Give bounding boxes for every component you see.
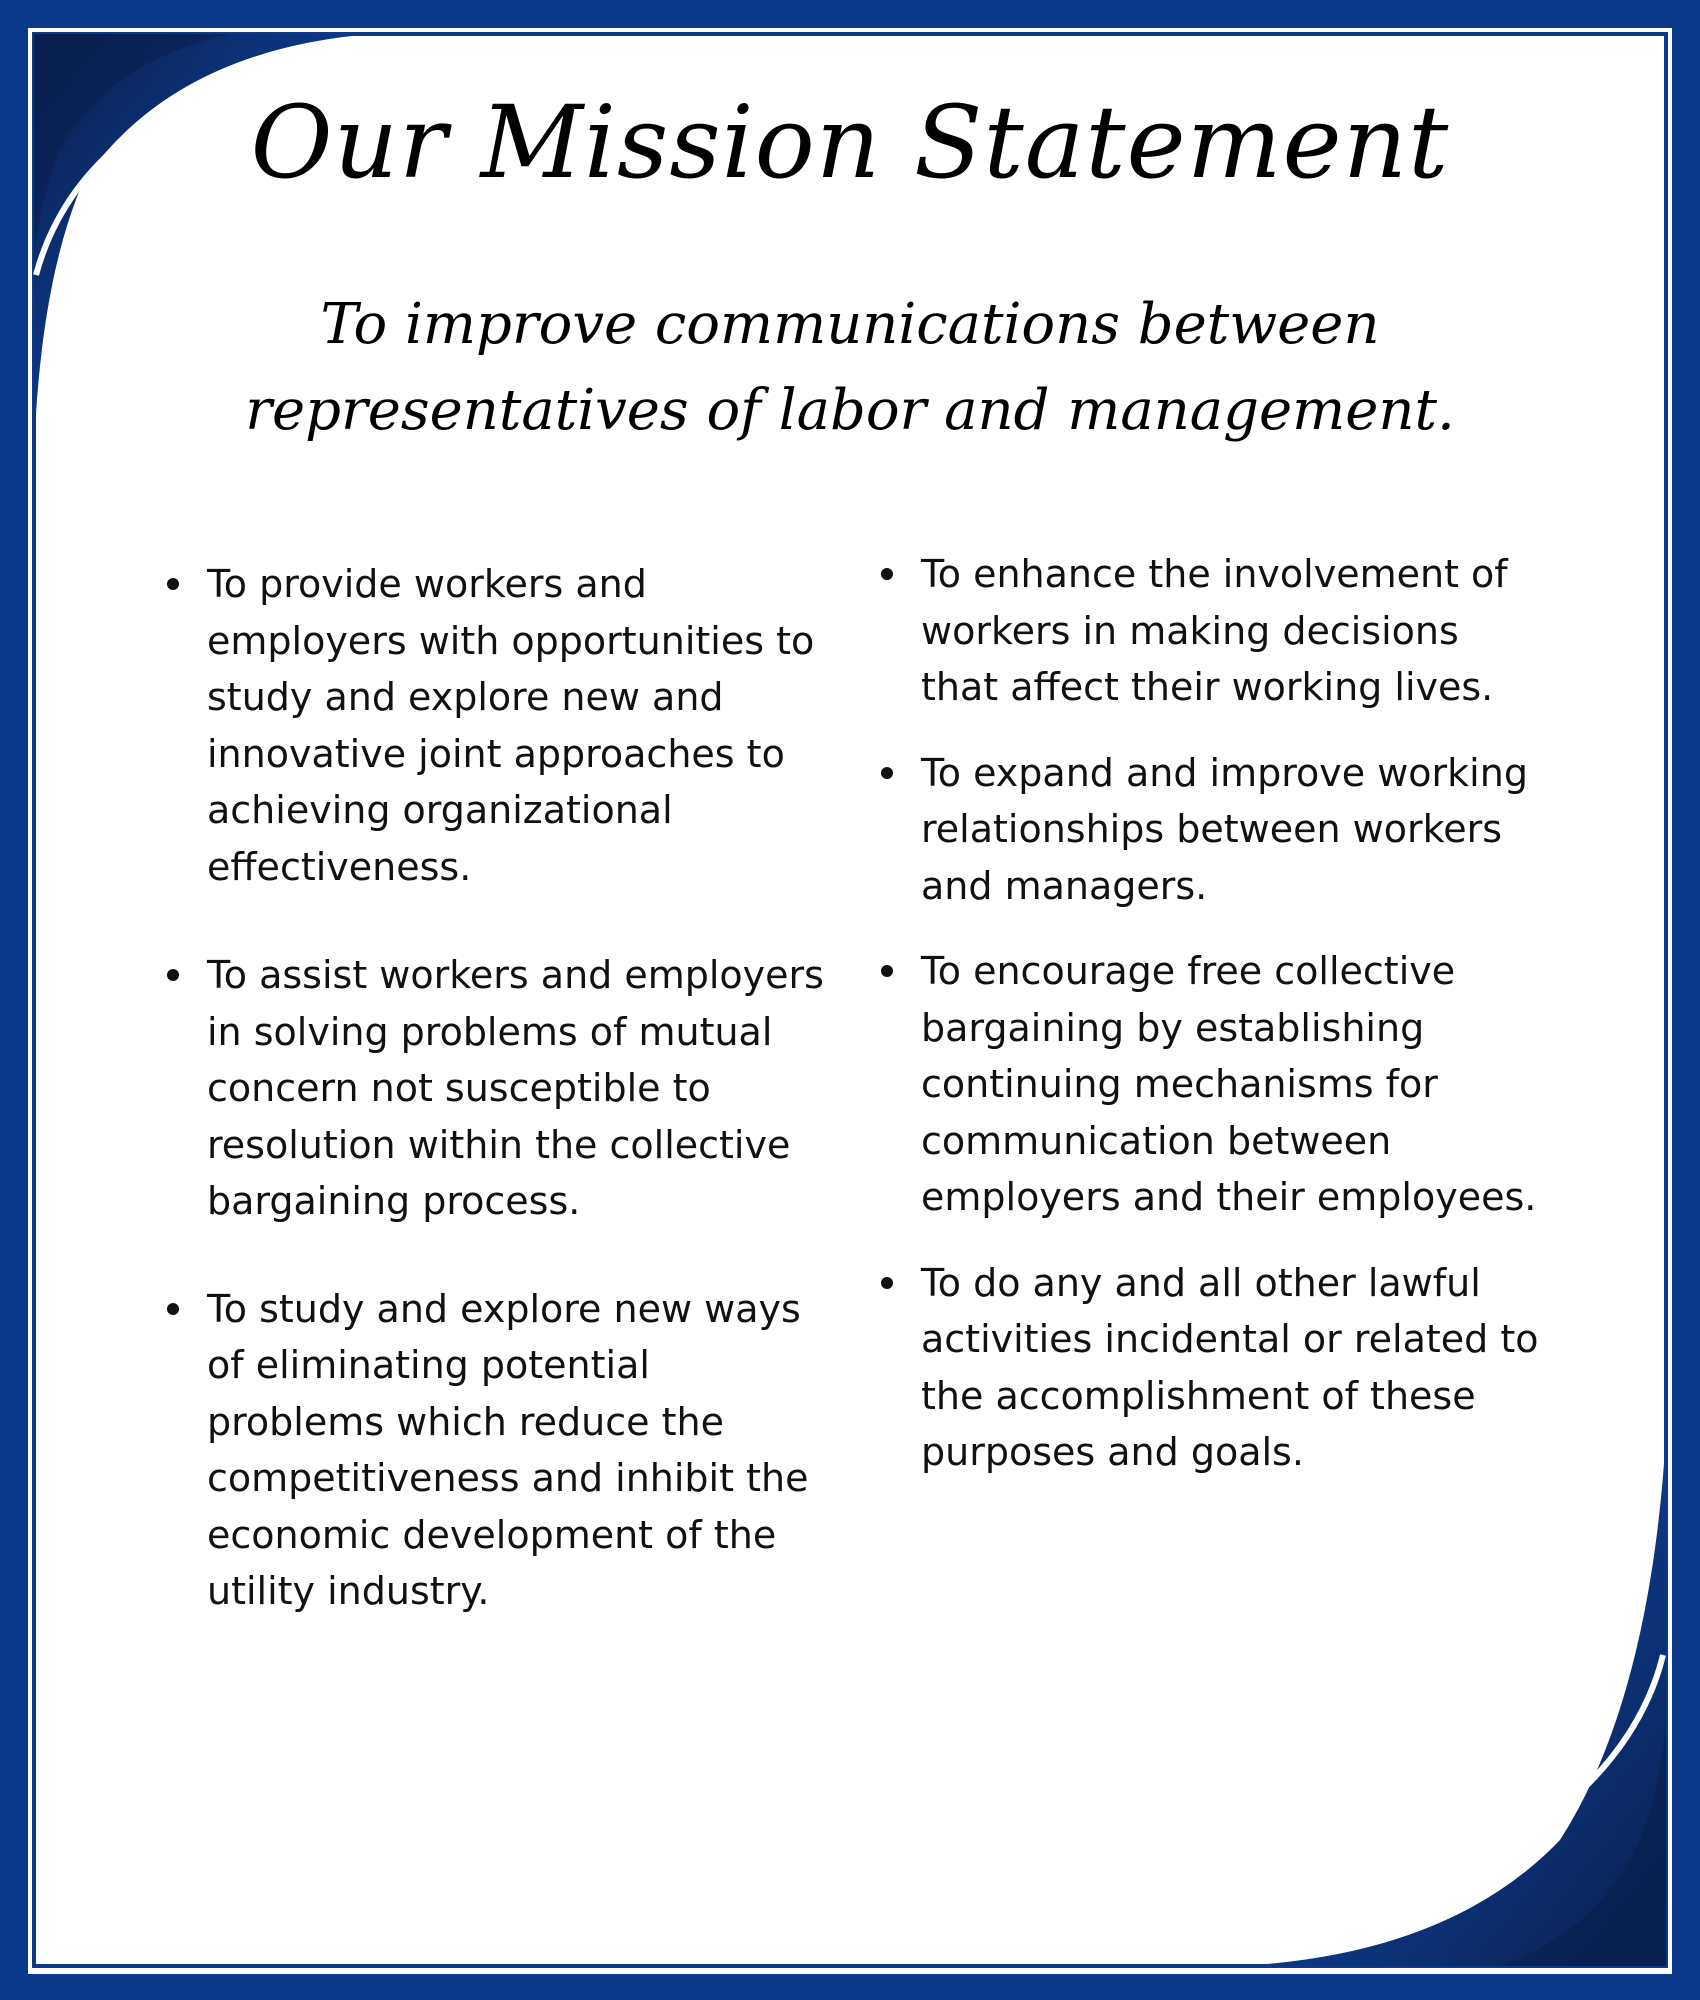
corner-swoosh-bottom-right [1238,1435,1666,1966]
left-bullet-list [207,556,827,1620]
list-item: To expand and improve working relationships between workers and managers. [921,745,1541,915]
list-item: To enhance the involvement of workers in making decisions that affect their working lives. [921,546,1541,716]
mission-subtitle: To improve communications between representatives of labor and management. [245,292,1455,443]
list-item: To study and explore new ways of eliminating potential problems which reduce the competitiveness and inhibit the economic development of the utility industry. [207,1281,827,1620]
right-bullet-list [921,546,1541,1481]
list-item: To assist workers and employers in solving problems of mutual concern not susceptible to resolution within the collective bargaining process. [207,947,827,1230]
list-item: To do any and all other lawful activities incidental or related to the accomplishment of these purposes and goals. [921,1255,1541,1481]
list-item: To provide workers and employers with opportunities to study and explore new and innovative joint approaches to achieving organizational effectiveness. [207,556,827,895]
page-title: Our Mission Statement [250,84,1450,201]
list-item: To encourage free collective bargaining by establishing continuing mechanisms for communication between employers and their employees. [921,943,1541,1226]
